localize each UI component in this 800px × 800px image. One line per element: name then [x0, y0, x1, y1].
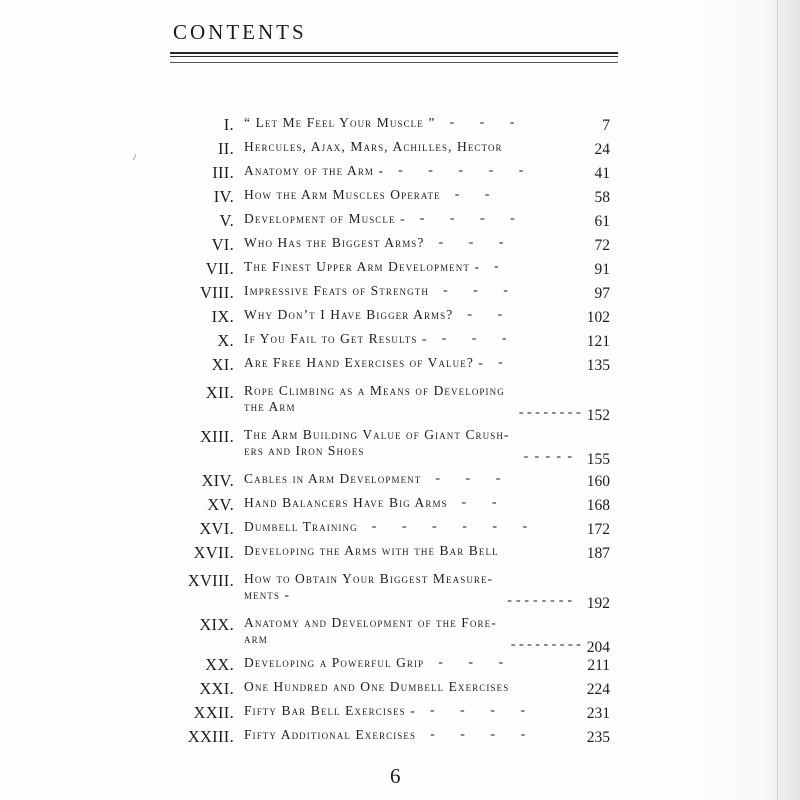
page-number: 91	[594, 261, 610, 278]
page-number: 155	[586, 451, 610, 468]
chapter-title: Anatomy of the Arm -	[244, 163, 385, 178]
stray-mark-icon: ⸝	[127, 147, 140, 164]
page-number: 224	[586, 681, 610, 698]
chapter-title: The Finest Upper Arm Development -	[244, 259, 481, 274]
chapter-title: Fifty Additional Exercises	[244, 727, 417, 742]
chapter-title: Hand Balancers Have Big Arms	[244, 495, 448, 510]
chapter-title: Developing the Arms with the Bar Bell	[244, 543, 499, 558]
page-number: 97	[594, 285, 610, 302]
dot-leaders: - - - - - -	[371, 519, 528, 534]
chapter-numeral: VI.	[211, 235, 234, 254]
chapter-title	[244, 615, 497, 647]
dot-leaders: - - -	[442, 283, 508, 298]
chapter-title: How the Arm Muscles Operate	[244, 187, 441, 202]
chapter-numeral: XX.	[205, 655, 234, 674]
chapter-title-line: The Arm Building Value of Giant Crush-	[244, 427, 510, 442]
chapter-title: Why Don’t I Have Bigger Arms?	[244, 307, 454, 322]
chapter-title-line: Rope Climbing as a Means of Developing	[244, 383, 505, 398]
chapter-numeral: X.	[217, 331, 234, 350]
chapter-title-line: Anatomy and Development of the Fore-	[244, 615, 497, 630]
chapter-numeral: XXII.	[193, 703, 234, 722]
chapter-title: Developing a Powerful Grip	[244, 655, 425, 670]
chapter-title: Dumbell Training	[244, 519, 358, 534]
dot-leaders: - - -	[441, 331, 507, 346]
dot-leaders: - - -	[438, 655, 504, 670]
dot-leaders: -	[494, 259, 499, 274]
page-number: 152	[586, 407, 610, 424]
page-number: 102	[586, 309, 610, 326]
page-number: 24	[594, 141, 610, 158]
chapter-numeral: V.	[219, 211, 234, 230]
chapter-numeral: IX.	[211, 307, 234, 326]
chapter-title-continuation: ers and Iron Shoes	[244, 443, 365, 458]
chapter-numeral: VIII.	[199, 283, 234, 302]
chapter-numeral: IV.	[213, 187, 234, 206]
chapter-title-continuation: the Arm	[244, 399, 296, 414]
page-number: 211	[587, 657, 610, 674]
dot-leaders: - - - -	[419, 211, 515, 226]
dot-leaders: - - - - -	[523, 449, 572, 464]
chapter-numeral: XVI.	[199, 519, 234, 538]
page-number: 135	[586, 357, 610, 374]
page-folio-number: 6	[390, 764, 401, 788]
contents-heading: CONTENTS	[173, 20, 307, 44]
chapter-title: Development of Muscle -	[244, 211, 406, 226]
chapter-numeral: II.	[217, 139, 234, 158]
chapter-numeral: XII.	[205, 383, 234, 402]
chapter-title: “ Let Me Feel Your Muscle ”	[244, 115, 436, 130]
page-number: 72	[594, 237, 610, 254]
dot-leaders: - -	[461, 495, 497, 510]
chapter-numeral: XIX.	[199, 615, 234, 634]
chapter-numeral: XXI.	[199, 679, 234, 698]
dot-leaders: - - -	[449, 115, 515, 130]
dot-leaders: - - -	[435, 471, 501, 486]
page-number: 192	[586, 595, 610, 612]
chapter-numeral: XV.	[207, 495, 234, 514]
page-number: 168	[586, 497, 610, 514]
chapter-title: Are Free Hand Exercises of Value? -	[244, 355, 484, 370]
chapter-title: Impressive Feats of Strength	[244, 283, 429, 298]
chapter-title: Who Has the Biggest Arms?	[244, 235, 425, 250]
dot-leaders: - - - - - - - -	[518, 405, 581, 420]
chapter-title	[244, 427, 510, 459]
chapter-numeral: III.	[212, 163, 234, 182]
chapter-numeral: XVII.	[193, 543, 234, 562]
chapter-title: If You Fail to Get Results -	[244, 331, 428, 346]
chapter-numeral: XI.	[211, 355, 234, 374]
chapter-numeral: XVIII.	[187, 571, 234, 590]
dot-leaders: - - - - - - - -	[507, 593, 572, 608]
page-number: 160	[586, 473, 610, 490]
dot-leaders: - - - -	[429, 703, 526, 718]
page-number: 235	[586, 729, 610, 746]
page-number: 204	[586, 639, 610, 656]
chapter-title	[244, 571, 493, 603]
dot-leaders: - - - - - - - - -	[510, 637, 581, 652]
dot-leaders: - - - - -	[398, 163, 524, 178]
page-number: 172	[586, 521, 610, 538]
dot-leaders: - - -	[438, 235, 504, 250]
chapter-numeral: XIV.	[201, 471, 234, 490]
dot-leaders: -	[498, 355, 503, 370]
chapter-title-line: How to Obtain Your Biggest Measure-	[244, 571, 494, 586]
page-number: 187	[586, 545, 610, 562]
page-number: 231	[586, 705, 610, 722]
dot-leaders: - -	[467, 307, 503, 322]
page-number: 58	[594, 189, 610, 206]
page-number: 61	[594, 213, 610, 230]
chapter-title-continuation: ments -	[244, 587, 291, 602]
chapter-numeral: XIII.	[199, 427, 234, 446]
chapter-title	[244, 383, 505, 415]
chapter-title: Hercules, Ajax, Mars, Achilles, Hector	[244, 139, 503, 154]
chapter-numeral: I.	[223, 115, 234, 134]
chapter-title: One Hundred and One Dumbell Exercises	[244, 679, 510, 694]
page-number: 121	[586, 333, 610, 350]
chapter-title: Cables in Arm Development	[244, 471, 422, 486]
chapter-title-continuation: arm	[244, 631, 268, 646]
chapter-numeral: VII.	[205, 259, 234, 278]
page-number: 41	[594, 165, 610, 182]
chapter-title: Fifty Bar Bell Exercises -	[244, 703, 416, 718]
page-number: 7	[602, 117, 610, 134]
dot-leaders: - -	[454, 187, 490, 202]
chapter-numeral: XXIII.	[187, 727, 234, 746]
dot-leaders: - - - -	[430, 727, 526, 742]
